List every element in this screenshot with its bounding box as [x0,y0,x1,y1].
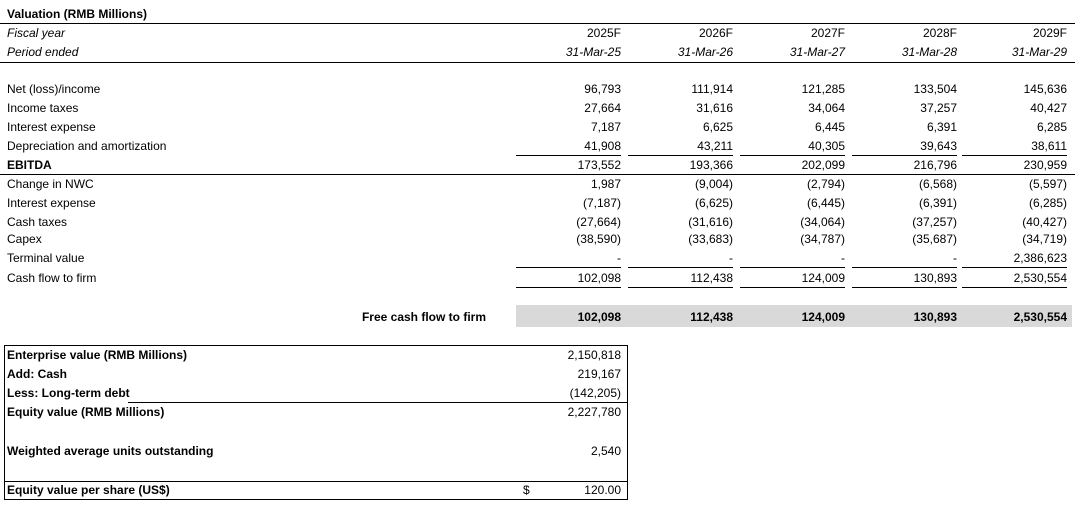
table-cell: 43,211 [697,139,733,153]
table-cell: 2,386,623 [1013,251,1067,265]
table-cell: 230,959 [1023,158,1067,172]
total-underline [628,267,733,268]
row-label-cash-flow: Cash flow to firm [7,271,97,285]
table-cell: (6,625) [694,196,733,210]
debt-label: Less: Long-term debt [7,386,130,400]
table-cell: 133,504 [913,82,957,96]
row-label-capex: Capex [7,232,42,246]
table-cell: (38,590) [576,232,621,246]
table-cell: (7,187) [582,196,621,210]
total-underline [852,267,957,268]
equity-value-label: Equity value (RMB Millions) [7,405,165,419]
subtotal-underline [628,155,733,156]
year-header: 2029F [1032,26,1067,40]
table-cell: (37,257) [912,215,957,229]
header-divider [0,62,1075,63]
total-underline [962,267,1067,268]
table-cell: (34,719) [1022,232,1067,246]
table-cell: 112,438 [690,271,733,285]
period-header: 31-Mar-28 [901,45,957,59]
table-cell: 193,366 [689,158,733,172]
year-header: 2026F [698,26,733,40]
enterprise-value: 2,150,818 [567,348,621,362]
per-share-divider [4,481,628,482]
equity-underline [128,402,628,403]
title-divider [0,23,1075,24]
period-header: 31-Mar-29 [1011,45,1067,59]
table-cell: (9,004) [694,177,733,191]
table-cell: 2,530,554 [1013,271,1067,285]
row-label-net-income: Net (loss)/income [7,82,101,96]
subtotal-underline [740,155,845,156]
subtotal-underline [852,155,957,156]
table-cell: - [617,251,621,265]
total-underline [628,287,733,288]
debt-value: (142,205) [569,386,621,400]
table-cell: 173,552 [577,158,621,172]
table-cell: 130,893 [913,271,957,285]
table-cell: 6,285 [1036,120,1067,134]
fiscal-year-label: Fiscal year [7,26,66,40]
table-cell: 216,796 [913,158,957,172]
fcf-label: Free cash flow to firm [361,310,486,324]
units-value: 2,540 [590,444,621,458]
fcf-cell: 130,893 [913,310,957,324]
currency-symbol: $ [523,483,530,497]
table-cell: (6,445) [806,196,845,210]
table-cell: 111,914 [691,82,733,96]
table-cell: 6,391 [926,120,957,134]
total-underline [740,287,845,288]
table-cell: 145,636 [1023,82,1067,96]
total-underline [516,267,621,268]
row-label-cash-taxes: Cash taxes [7,215,68,229]
table-cell: (6,568) [918,177,957,191]
table-cell: - [729,251,733,265]
row-label-terminal-value: Terminal value [7,251,85,265]
table-cell: 38,611 [1031,139,1067,153]
year-header: 2027F [810,26,845,40]
row-label-change-nwc: Change in NWC [7,177,94,191]
period-header: 31-Mar-25 [565,45,621,59]
table-cell: (35,687) [912,232,957,246]
cash-value: 219,167 [577,367,621,381]
table-cell: 6,625 [702,120,733,134]
fcf-cell: 102,098 [577,310,621,324]
units-label: Weighted average units outstanding [7,444,214,458]
total-underline [740,267,845,268]
per-share-label: Equity value per share (US$) [7,483,170,497]
table-cell: - [841,251,845,265]
row-label-income-taxes: Income taxes [7,101,79,115]
fcf-cell: 124,009 [801,310,845,324]
table-cell: 40,305 [808,139,845,153]
enterprise-value-label: Enterprise value (RMB Millions) [7,348,188,362]
table-cell: 124,009 [801,271,845,285]
fcf-cell: 2,530,554 [1013,310,1067,324]
year-header: 2025F [586,26,621,40]
subtotal-underline [516,155,621,156]
table-cell: (40,427) [1022,215,1067,229]
year-header: 2028F [922,26,957,40]
cash-label: Add: Cash [7,367,67,381]
fcf-cell: 112,438 [690,310,733,324]
table-cell: 34,064 [808,101,845,115]
row-label-interest-expense-adj: Interest expense [7,196,96,210]
per-share-value: 120.00 [584,483,621,497]
table-cell: (31,616) [688,215,733,229]
ebitda-divider [0,174,1075,175]
table-cell: (27,664) [576,215,621,229]
table-cell: (6,391) [918,196,957,210]
subtotal-underline [962,155,1067,156]
table-cell: 27,664 [584,101,621,115]
period-header: 31-Mar-26 [677,45,733,59]
table-cell: (33,683) [688,232,733,246]
period-header: 31-Mar-27 [789,45,845,59]
page-title: Valuation (RMB Millions) [7,7,147,21]
total-underline [516,287,621,288]
table-cell: 1,987 [590,177,621,191]
table-cell: 39,643 [920,139,957,153]
row-label-depreciation: Depreciation and amortization [7,139,167,153]
table-cell: (34,787) [800,232,845,246]
table-cell: (5,597) [1028,177,1067,191]
table-cell: 102,098 [577,271,621,285]
table-cell: 31,616 [696,101,733,115]
table-cell: 41,908 [584,139,621,153]
table-cell: 40,427 [1030,101,1067,115]
table-cell: 37,257 [920,101,957,115]
table-cell: 121,285 [801,82,845,96]
table-cell: 7,187 [590,120,621,134]
row-label-ebitda: EBITDA [7,158,52,172]
table-cell: 202,099 [801,158,845,172]
total-underline [962,287,1067,288]
table-cell: (6,285) [1028,196,1067,210]
table-cell: 6,445 [814,120,845,134]
total-underline [852,287,957,288]
table-cell: (34,064) [800,215,845,229]
equity-value: 2,227,780 [567,405,621,419]
period-ended-label: Period ended [7,45,79,59]
row-label-interest-expense: Interest expense [7,120,96,134]
table-cell: (2,794) [806,177,845,191]
table-cell: 96,793 [584,82,621,96]
table-cell: - [953,251,957,265]
